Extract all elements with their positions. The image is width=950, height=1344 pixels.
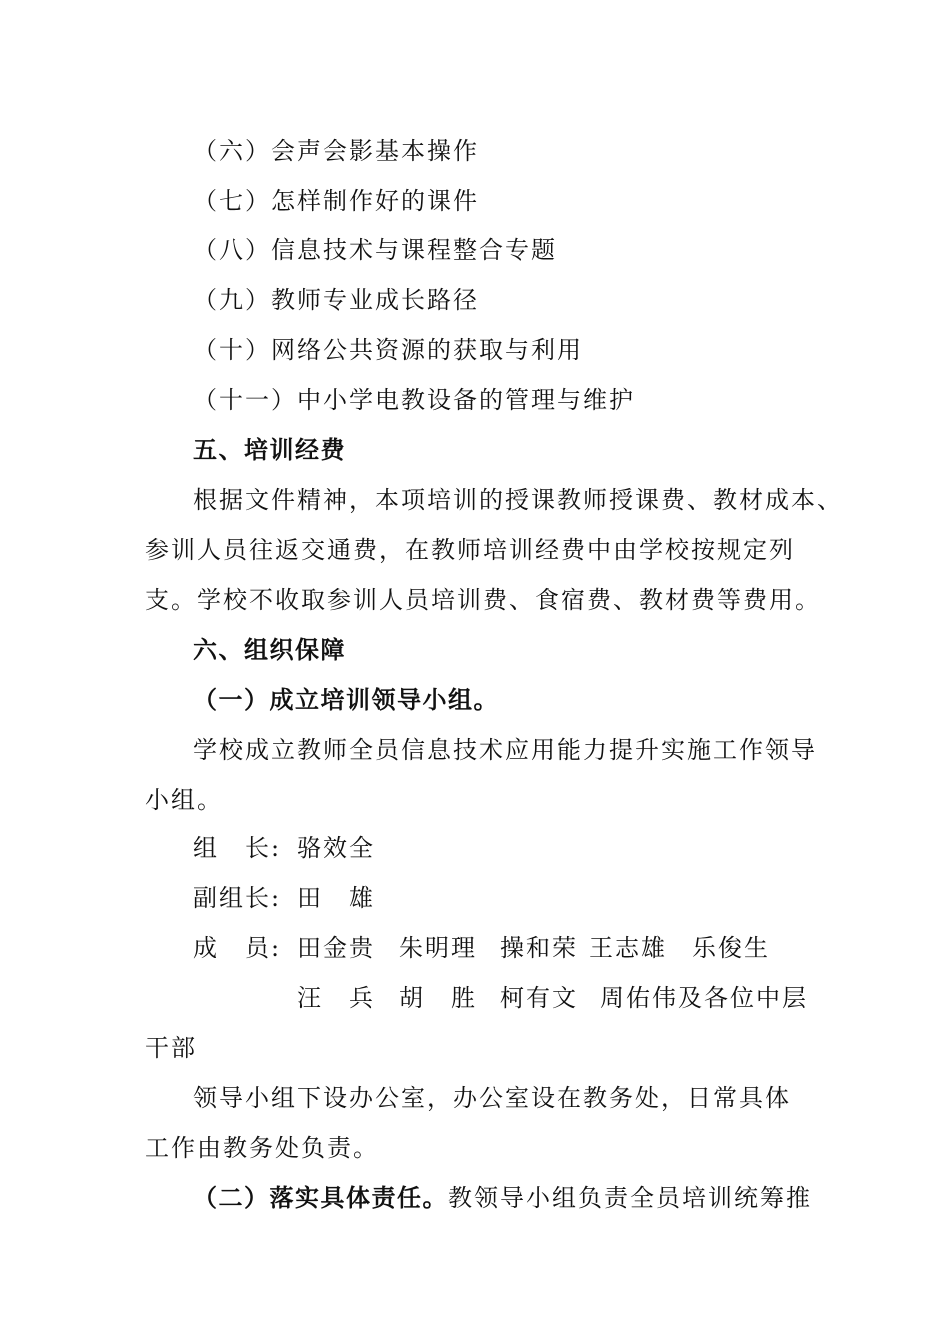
paragraph-line: 学校成立教师全员信息技术应用能力提升实施工作领导 xyxy=(193,736,817,764)
member-name: 田金贵 xyxy=(297,934,375,962)
paragraph-line: 工作由教务处负责。 xyxy=(145,1134,379,1162)
paragraph-text: 教领导小组负责全员培训统筹推 xyxy=(448,1184,812,1212)
section-heading-organization: 六、组织保障 xyxy=(193,636,346,664)
paragraph-line: 干部 xyxy=(145,1034,197,1062)
member-name: 周佑伟及各位中层 xyxy=(600,984,808,1012)
paragraph-line: 根据文件精神，本项培训的授课教师授课费、教材成本、 xyxy=(193,486,843,514)
paragraph-line xyxy=(193,1182,812,1214)
subsection-heading: （二）落实具体责任。 xyxy=(193,1184,448,1212)
member-name: 王志雄 xyxy=(589,934,667,962)
deputy-name: 田 雄 xyxy=(297,884,375,912)
list-item: （十）网络公共资源的获取与利用 xyxy=(193,336,583,364)
list-item: （七）怎样制作好的课件 xyxy=(193,187,479,215)
member-name: 汪 兵 xyxy=(297,984,375,1012)
paragraph-line: 领导小组下设办公室，办公室设在教务处，日常具体 xyxy=(193,1084,791,1112)
leader-label: 组 长: xyxy=(193,834,282,862)
list-item: （六）会声会影基本操作 xyxy=(193,137,479,165)
subsection-heading: （一）成立培训领导小组。 xyxy=(193,686,499,714)
deputy-label: 副组长: xyxy=(193,884,282,912)
leader-name: 骆效全 xyxy=(297,834,375,862)
member-name: 乐俊生 xyxy=(692,934,770,962)
member-name: 操和荣 xyxy=(500,934,578,962)
section-heading-funding: 五、培训经费 xyxy=(193,436,346,464)
member-name: 柯有文 xyxy=(500,984,578,1012)
paragraph-line: 参训人员往返交通费，在教师培训经费中由学校按规定列 xyxy=(145,536,795,564)
list-item: （九）教师专业成长路径 xyxy=(193,286,479,314)
member-name: 朱明理 xyxy=(399,934,477,962)
paragraph-line: 小组。 xyxy=(145,786,223,814)
paragraph-line: 支。学校不收取参训人员培训费、食宿费、教材费等费用。 xyxy=(145,586,821,614)
list-item: （八）信息技术与课程整合专题 xyxy=(193,236,557,264)
members-label: 成 员: xyxy=(193,934,282,962)
member-name: 胡 胜 xyxy=(399,984,477,1012)
list-item: （十一）中小学电教设备的管理与维护 xyxy=(193,386,635,414)
